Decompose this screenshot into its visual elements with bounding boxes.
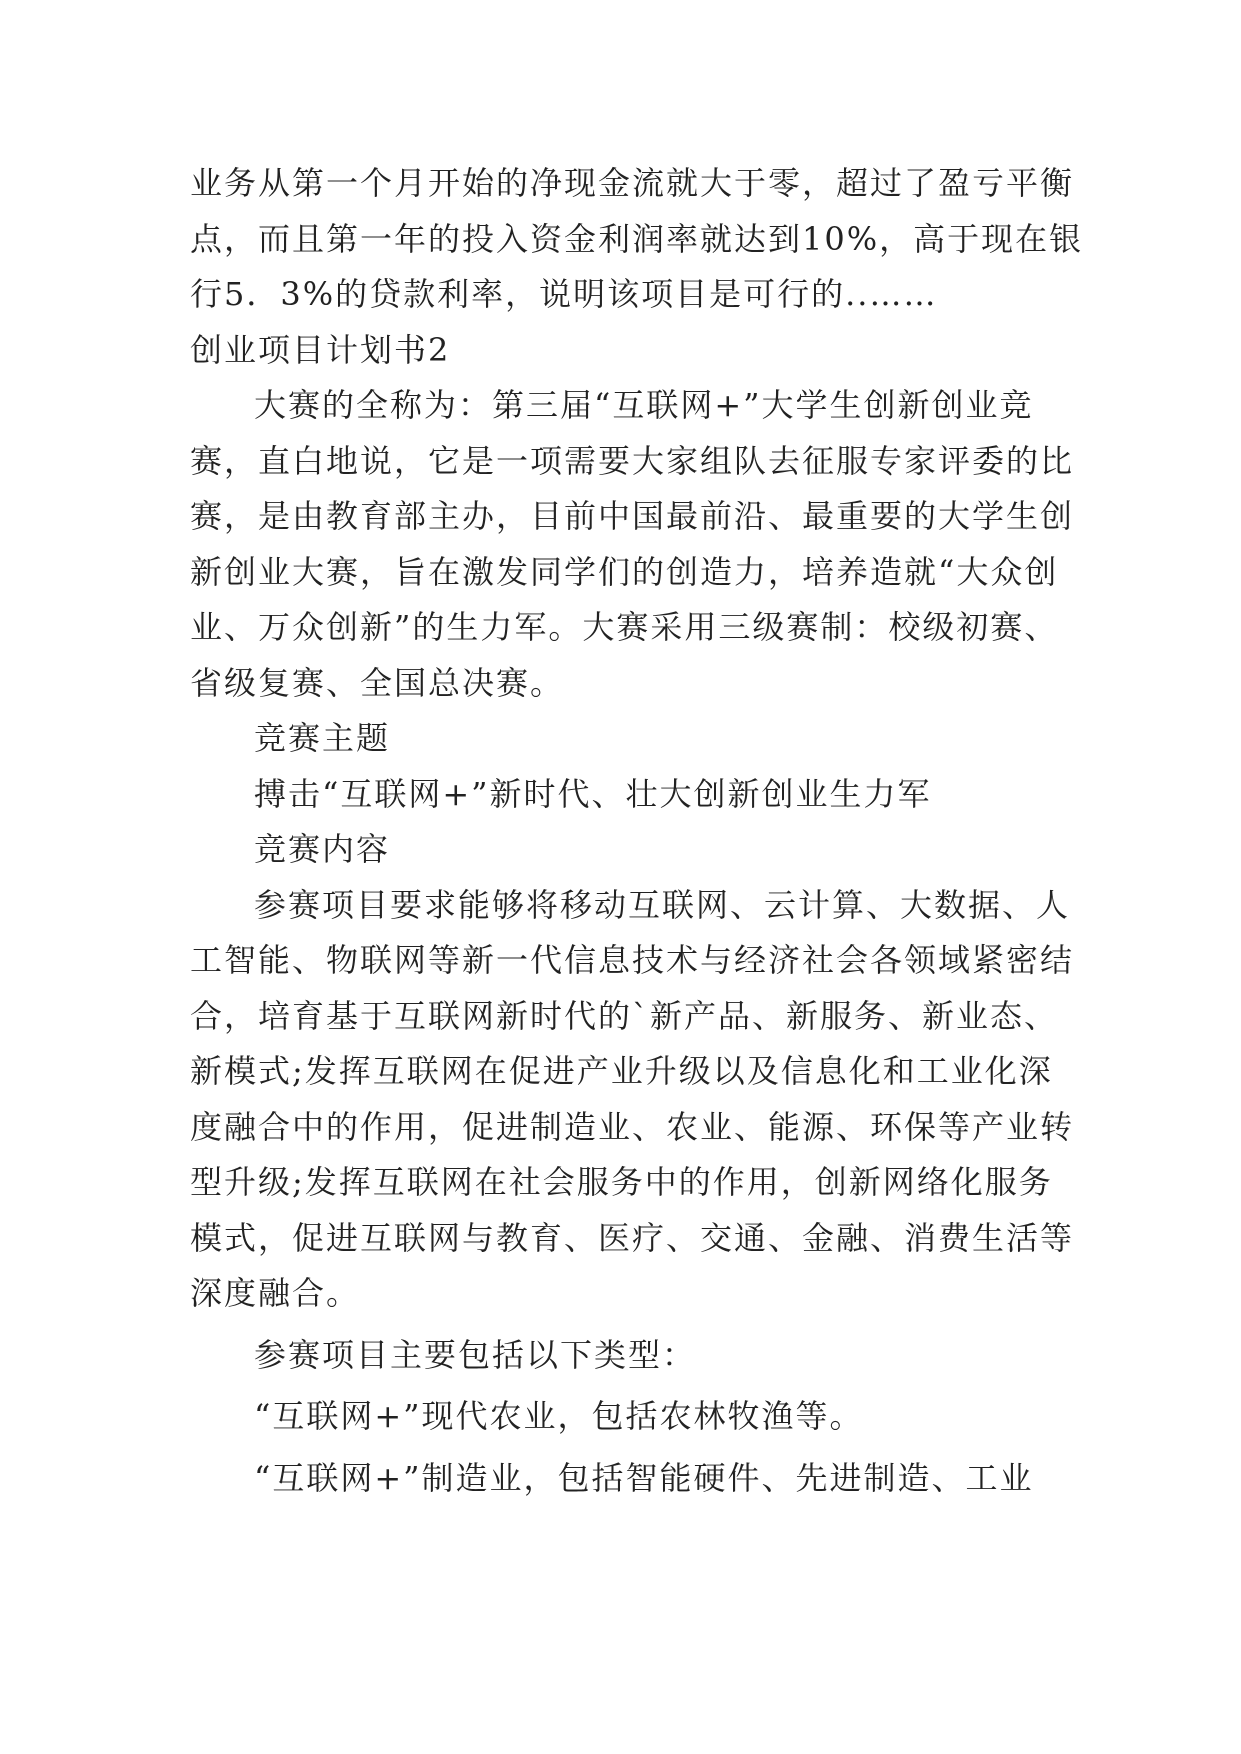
paragraph-line: 工智能、物联网等新一代信息技术与经济社会各领域紧密结 <box>190 941 1075 979</box>
paragraph-line: 度融合中的作用，促进制造业、农业、能源、环保等产业转 <box>190 1107 1075 1146</box>
paragraph-line: 省级复赛、全国总决赛。 <box>190 663 565 702</box>
paragraph-line: 合，培育基于互联网新时代的`新产品、新服务、新业态、 <box>190 996 1059 1035</box>
paragraph-line: 业、万众创新”的生力军。大赛采用三级赛制：校级初赛、 <box>190 608 1059 646</box>
paragraph-line: 大赛的全称为：第三届“互联网+”大学生创新创业竞 <box>254 386 1034 424</box>
paragraph-line: 参赛项目要求能够将移动互联网、云计算、大数据、人 <box>254 885 1071 924</box>
paragraph-line: 赛，直白地说，它是一项需要大家组队去征服专家评委的比 <box>190 441 1075 480</box>
body-line: 行5．3%的贷款利率，说明该项目是可行的..…… <box>190 275 938 313</box>
paragraph-line: 赛，是由教育部主办，目前中国最前沿、最重要的大学生创 <box>190 497 1075 535</box>
theme-text: 搏击“互联网+”新时代、壮大创新创业生力军 <box>254 774 932 813</box>
subheading-theme: 竞赛主题 <box>254 719 391 757</box>
paragraph-line: 型升级;发挥互联网在社会服务中的作用，创新网络化服务 <box>190 1163 1053 1201</box>
paragraph-line: 新创业大赛，旨在激发同学们的创造力，培养造就“大众创 <box>190 552 1059 591</box>
document-body <box>190 156 1084 1506</box>
paragraph-line: 深度融合。 <box>190 1274 361 1312</box>
list-item: “互联网+”制造业，包括智能硬件、先进制造、工业 <box>254 1458 1034 1497</box>
body-line: 业务从第一个月开始的净现金流就大于零，超过了盈亏平衡 <box>190 164 1075 202</box>
list-intro: 参赛项目主要包括以下类型： <box>254 1335 697 1374</box>
subheading-content: 竞赛内容 <box>254 830 391 868</box>
paragraph-line: 新模式;发挥互联网在促进产业升级以及信息化和工业化深 <box>190 1052 1053 1090</box>
section-heading: 创业项目计划书2 <box>190 330 451 369</box>
list-item: “互联网+”现代农业，包括农林牧渔等。 <box>254 1397 864 1435</box>
paragraph-line: 模式，促进互联网与教育、医疗、交通、金融、消费生活等 <box>190 1218 1075 1257</box>
body-line: 点，而且第一年的投入资金利润率就达到10%，高于现在银 <box>190 219 1084 258</box>
